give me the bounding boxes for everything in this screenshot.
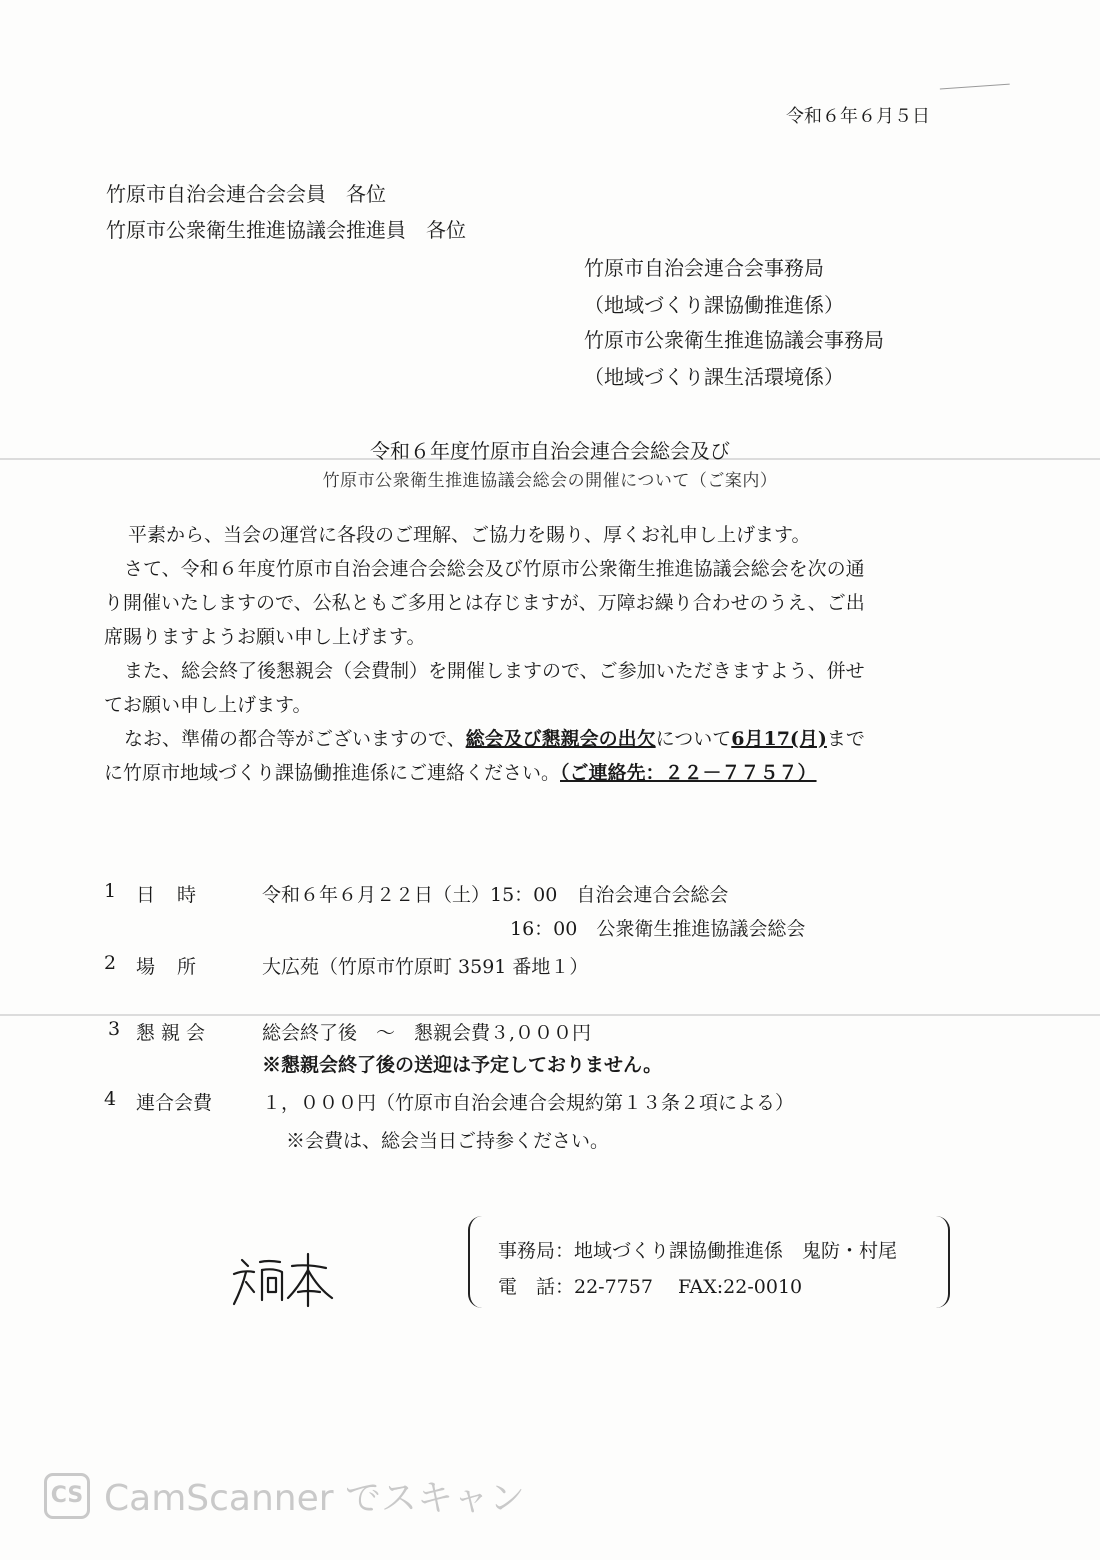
item-number: 2 (104, 952, 117, 974)
emphasis-contact: （ご連絡先：２２－７７５７） (560, 762, 817, 784)
recipient-line: 竹原市公衆衛生推進協議会推進員 各位 (106, 218, 466, 242)
camscanner-logo-icon: CS (44, 1473, 90, 1519)
item-value: 大広苑（竹原市竹原町 3591 番地１） (262, 956, 589, 978)
item-label: 連合会費 (136, 1092, 213, 1114)
item-value: 令和６年６月２２日（土）15：00 自治会連合会総会 (262, 884, 729, 906)
item-value: 16：00 公衆衛生推進協議会総会 (510, 918, 806, 940)
document-title: 令和６年度竹原市自治会連合会総会及び (370, 439, 730, 463)
item-note: ※懇親会終了後の送迎は予定しておりません。 (262, 1054, 663, 1076)
contact-phone: 電 話：22-7757 FAX:22-0010 (498, 1276, 803, 1298)
document-subtitle: 竹原市公衆衛生推進協議会総会の開催について（ご案内） (322, 471, 778, 491)
body-line: り開催いたしますので、公私ともご多用とは存じますが、万障お繰り合わせのうえ、ご出 (104, 592, 865, 614)
body-line (104, 722, 964, 756)
sender-line: （地域づくり課生活環境係） (584, 365, 844, 389)
item-number: 4 (104, 1088, 117, 1110)
item-number: 1 (104, 880, 117, 902)
handwritten-signature (228, 1248, 338, 1316)
emphasis-deadline: 6月17(月) (731, 728, 827, 750)
sender-line: （地域づくり課協働推進係） (584, 293, 844, 317)
item-label: 場所 (136, 956, 219, 978)
item-number: 3 (108, 1018, 121, 1040)
body-text: なお、準備の都合等がございますので、 (124, 728, 466, 750)
sender-line: 竹原市自治会連合会事務局 (584, 256, 824, 280)
body-line: 席賜りますようお願い申し上げます。 (104, 626, 426, 648)
contact-office: 事務局：地域づくり課協働推進係 鬼防・村尾 (498, 1240, 898, 1262)
scan-mark (940, 84, 1010, 96)
document-date: 令和６年６月５日 (786, 106, 930, 127)
item-value: １，０００円（竹原市自治会連合会規約第１３条２項による） (262, 1092, 795, 1114)
body-line: 平素から、当会の運営に各段のご理解、ご協力を賜り、厚くお礼申し上げます。 (128, 524, 811, 546)
item-label: 日時 (136, 884, 219, 906)
body-text: まで (826, 728, 865, 750)
watermark-text: CamScanner でスキャン (104, 1478, 525, 1519)
body-line (104, 756, 964, 790)
camscanner-watermark (44, 1470, 525, 1521)
body-line: てお願い申し上げます。 (104, 694, 312, 716)
body-line: さて、令和６年度竹原市自治会連合会総会及び竹原市公衆衛生推進協議会総会を次の通 (124, 558, 865, 580)
item-note: ※会費は、総会当日ご持参ください。 (286, 1130, 610, 1152)
emphasis-attendance: 総会及び懇親会の出欠 (465, 728, 656, 750)
item-label: 懇親会 (136, 1022, 212, 1044)
body-line: また、総会終了後懇親会（会費制）を開催しますので、ご参加いただきますよう、併せ (124, 660, 865, 682)
body-text: について (655, 728, 732, 750)
body-paragraph (104, 518, 964, 790)
fold-line (0, 1014, 1100, 1016)
item-value: 総会終了後 ～ 懇親会費３,０００円 (262, 1022, 592, 1044)
sender-line: 竹原市公衆衛生推進協議会事務局 (584, 328, 884, 352)
body-text: に竹原市地域づくり課協働推進係にご連絡ください。 (104, 762, 561, 784)
recipient-line: 竹原市自治会連合会会員 各位 (106, 182, 386, 206)
